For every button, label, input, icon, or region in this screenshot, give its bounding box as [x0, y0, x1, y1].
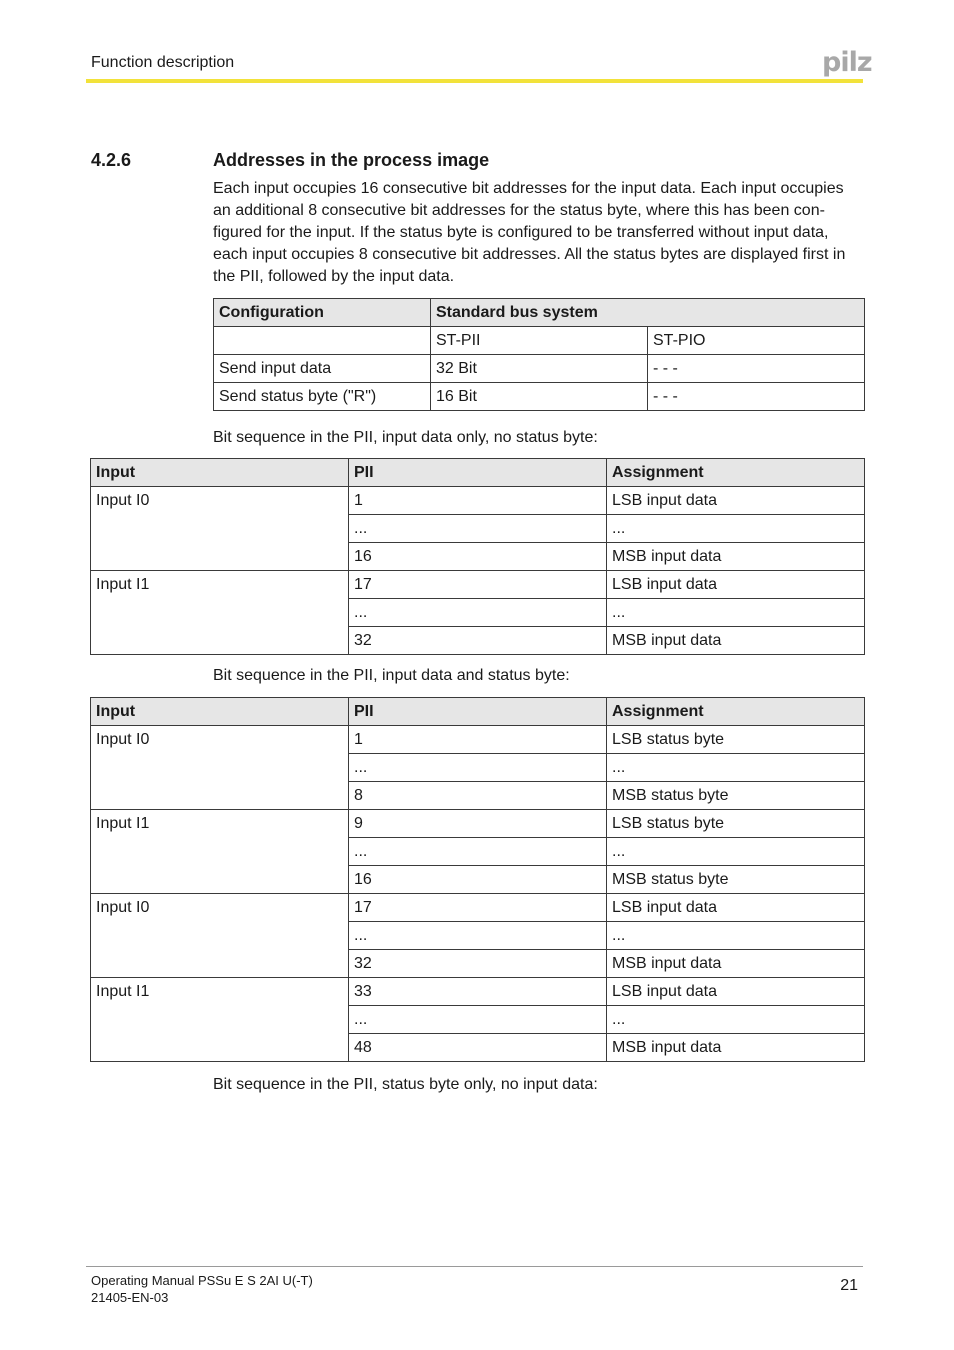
- table-row: [91, 810, 865, 838]
- pii-cell: 9: [349, 810, 607, 838]
- assignment-cell: MSB input data: [607, 950, 865, 978]
- assignment-cell: LSB input data: [607, 894, 865, 922]
- intro-line: the PII, followed by the input data.: [213, 268, 455, 285]
- header-cell: Standard bus system: [431, 299, 865, 327]
- assignment-cell: MSB input data: [607, 543, 865, 571]
- pii-cell: ...: [349, 754, 607, 782]
- assignment-cell: MSB input data: [607, 627, 865, 655]
- table-row: [214, 355, 865, 383]
- pii-cell: 1: [349, 726, 607, 754]
- intro-line: figured for the input. If the status byte is configured to be transferred without input data,: [213, 224, 829, 241]
- header-cell: Configuration: [214, 299, 431, 327]
- pii-cell: ...: [349, 515, 607, 543]
- assignment-cell: LSB status byte: [607, 810, 865, 838]
- input-cell: Input I0: [91, 487, 349, 571]
- assignment-cell: LSB input data: [607, 487, 865, 515]
- caption-input-only: Bit sequence in the PII, input data only, no status byte:: [213, 429, 598, 446]
- assignment-cell: ...: [607, 754, 865, 782]
- header-cell: PII: [349, 459, 607, 487]
- table-row: [91, 978, 865, 1006]
- assignment-cell: LSB status byte: [607, 726, 865, 754]
- table-cell: [214, 327, 431, 355]
- input-cell: Input I0: [91, 726, 349, 810]
- table-row: [91, 894, 865, 922]
- assignment-cell: ...: [607, 922, 865, 950]
- caption-status-only: Bit sequence in the PII, status byte only, no input data:: [213, 1076, 598, 1093]
- input-cell: Input I0: [91, 894, 349, 978]
- table-row: [91, 487, 865, 515]
- footer-rule: [86, 1266, 863, 1267]
- intro-paragraph: [213, 178, 863, 288]
- header-cell: Assignment: [607, 698, 865, 726]
- table-header-row: [91, 698, 865, 726]
- pii-input-only-table: [90, 458, 865, 655]
- assignment-cell: MSB status byte: [607, 782, 865, 810]
- assignment-cell: ...: [607, 515, 865, 543]
- pii-cell: 1: [349, 487, 607, 515]
- pii-cell: 32: [349, 627, 607, 655]
- assignment-cell: LSB input data: [607, 571, 865, 599]
- intro-line: each input occupies 8 consecutive bit addresses. All the status bytes are displayed first in: [213, 246, 846, 263]
- input-cell: Input I1: [91, 571, 349, 655]
- table-row: [214, 383, 865, 411]
- configuration-table: [213, 298, 865, 411]
- page-number: 21: [840, 1277, 858, 1294]
- table-cell: Send status byte ("R"): [214, 383, 431, 411]
- pii-cell: ...: [349, 922, 607, 950]
- assignment-cell: MSB status byte: [607, 866, 865, 894]
- pii-cell: 48: [349, 1034, 607, 1062]
- table-header-row: [91, 459, 865, 487]
- assignment-cell: ...: [607, 838, 865, 866]
- assignment-cell: LSB input data: [607, 978, 865, 1006]
- pii-input-status-table: [90, 697, 865, 1062]
- section-number: 4.2.6: [91, 150, 132, 170]
- table-row: [91, 726, 865, 754]
- caption-input-and-status: Bit sequence in the PII, input data and status byte:: [213, 667, 570, 684]
- assignment-cell: ...: [607, 1006, 865, 1034]
- input-cell: Input I1: [91, 978, 349, 1062]
- pii-cell: ...: [349, 838, 607, 866]
- assignment-cell: MSB input data: [607, 1034, 865, 1062]
- table-cell: ST-PIO: [648, 327, 865, 355]
- table-row: [91, 571, 865, 599]
- footer-doc-id: 21405-EN-03: [91, 1290, 169, 1305]
- table-header-row: [214, 299, 865, 327]
- pii-cell: 17: [349, 894, 607, 922]
- table-cell: - - -: [648, 355, 865, 383]
- pii-cell: 8: [349, 782, 607, 810]
- pii-cell: ...: [349, 1006, 607, 1034]
- pii-cell: 33: [349, 978, 607, 1006]
- intro-line: Each input occupies 16 consecutive bit addresses for the input data. Each input occupies: [213, 180, 844, 197]
- header-rule: [86, 79, 863, 83]
- table-cell: - - -: [648, 383, 865, 411]
- header-cell: Assignment: [607, 459, 865, 487]
- pii-cell: 16: [349, 866, 607, 894]
- table-cell: 32 Bit: [431, 355, 648, 383]
- intro-line: an additional 8 consecutive bit addresses for the status byte, where this has been con-: [213, 202, 825, 219]
- section-title: Addresses in the process image: [213, 150, 490, 170]
- table-row: [214, 327, 865, 355]
- table-cell: ST-PII: [431, 327, 648, 355]
- pii-cell: ...: [349, 599, 607, 627]
- pii-cell: 17: [349, 571, 607, 599]
- table-cell: 16 Bit: [431, 383, 648, 411]
- footer-manual-title: Operating Manual PSSu E S 2AI U(-T): [91, 1273, 313, 1288]
- pii-cell: 16: [349, 543, 607, 571]
- table-cell: Send input data: [214, 355, 431, 383]
- header-cell: PII: [349, 698, 607, 726]
- input-cell: Input I1: [91, 810, 349, 894]
- header-cell: Input: [91, 459, 349, 487]
- pilz-logo: pilz: [822, 47, 872, 78]
- running-header: Function description: [91, 54, 235, 71]
- assignment-cell: ...: [607, 599, 865, 627]
- pii-cell: 32: [349, 950, 607, 978]
- header-cell: Input: [91, 698, 349, 726]
